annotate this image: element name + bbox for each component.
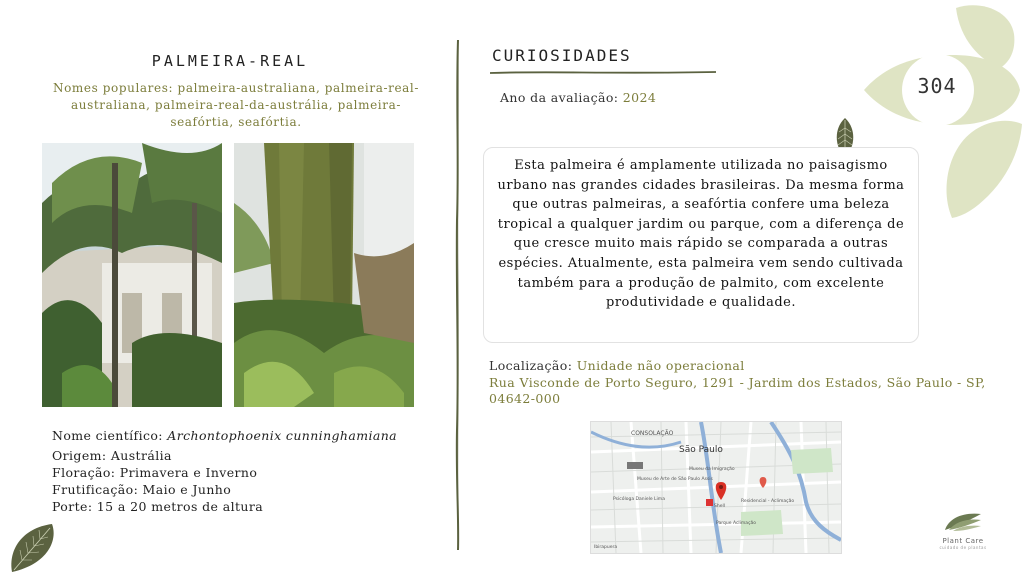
origin: Origem: Austrália (52, 448, 172, 463)
location-block (489, 358, 989, 408)
location-map[interactable] (590, 421, 842, 554)
map-label-residencial: Residencial - Aclimação (741, 499, 795, 504)
palm-canopy-photo (42, 143, 222, 407)
scientific-label: Nome científico: (52, 428, 163, 443)
map-label-museum: Museu de Arte de São Paulo Assis (637, 477, 713, 482)
scientific-name: Archontophoenix cunninghamiana (167, 428, 398, 443)
page-number: 304 (917, 74, 957, 98)
heading-underline (490, 68, 716, 78)
plant-facts (52, 427, 397, 515)
brand-logo (930, 510, 996, 560)
map-label-district: CONSOLAÇÃO (631, 430, 674, 437)
scientific-name-line (52, 427, 397, 444)
museum-icon (627, 462, 643, 469)
decorative-leaves (860, 0, 1024, 230)
leaf-icon (8, 520, 64, 576)
evaluation-year (500, 90, 656, 105)
map-label-mercado: Museu da Imigração (689, 467, 735, 472)
year-label: Ano da avaliação: (500, 90, 619, 105)
map-label-park: Parque Aclimação (716, 521, 757, 526)
fruiting: Frutificação: Maio e Junho (52, 482, 232, 497)
location-status: Unidade não operacional (576, 358, 745, 373)
map-label-city: São Paulo (679, 445, 723, 455)
vertical-divider (452, 40, 464, 550)
year-value: 2024 (622, 90, 657, 105)
curiosity-card: Esta palmeira é amplamente utilizada no paisagismo urbano nas grandes cidades brasileiras. Da mesma forma que outras palmeiras, a seafórtia confere uma beleza tropical a qualquer jardim ou parque, com a diferença de que cresce muito mais rápido se comparada a outras espécies. Atualmente, esta palmeira vem sendo cultivada também para a produção de palmito, com excelente produtividade e qualidade. (483, 147, 919, 343)
plant-title: PALMEIRA-REAL (151, 52, 309, 70)
location-label: Localização: (489, 358, 573, 373)
location-address: Rua Visconde de Porto Seguro, 1291 - Jardim dos Estados, São Paulo - SP, 04642-000 (489, 374, 986, 406)
map-label-shell: Shell (714, 504, 725, 509)
popular-names: Nomes populares: palmeira-australiana, palmeira-real-australiana, palmeira-real-da-austrália, palmeira-seafórtia, seafórtia. (53, 81, 419, 129)
map-label-ibirapuera: Ibirapuera (594, 545, 618, 550)
size: Porte: 15 a 20 metros de altura (52, 499, 264, 514)
map-label-psychologist: Psicóloga Daniele Lima (613, 497, 665, 502)
curiosities-heading: CURIOSIDADES (492, 46, 632, 65)
logo-mark-icon (943, 510, 983, 532)
logo-brand: Plant Care (942, 537, 984, 545)
logo-tagline: cuidado de plantas (939, 545, 987, 550)
flowering: Floração: Primavera e Inverno (52, 465, 258, 480)
fuel-icon (706, 499, 713, 506)
palm-trunk-photo (234, 143, 414, 407)
